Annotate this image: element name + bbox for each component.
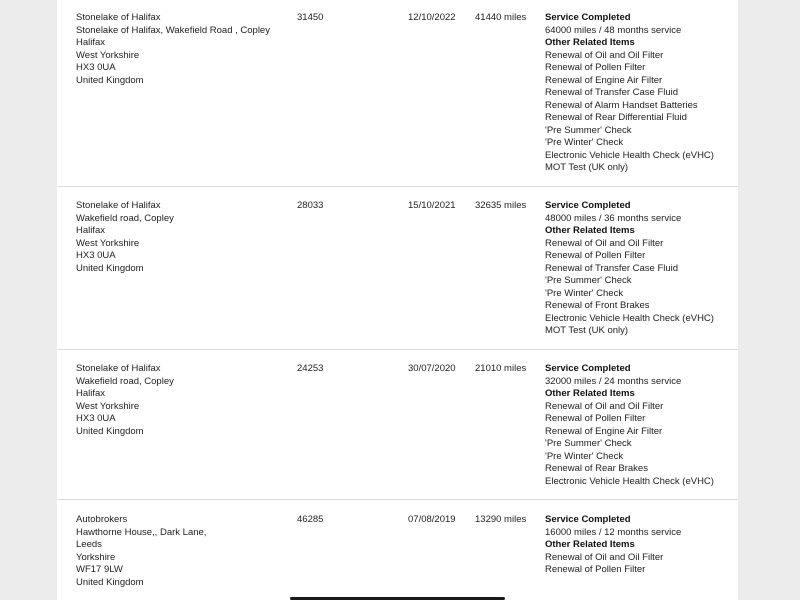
address-line: Halifax [76, 225, 106, 236]
related-item: 'Pre Winter' Check [545, 450, 624, 462]
related-item: Renewal of Transfer Case Fluid [545, 87, 679, 98]
table-row [57, 187, 738, 350]
dealer-address [76, 200, 286, 275]
related-item: Renewal of Pollen Filter [545, 564, 646, 575]
address-line: Stonelake of Halifax [76, 200, 161, 211]
service-history-table [57, 0, 738, 600]
record-number: 24253 [297, 363, 324, 374]
related-item: Renewal of Oil and Oil Filter [545, 400, 664, 412]
record-number: 28033 [297, 200, 324, 211]
address-line: Stonelake of Halifax [76, 363, 161, 374]
related-item: Renewal of Oil and Oil Filter [545, 551, 664, 563]
address-line: Stonelake of Halifax, Wakefield Road , Copley [76, 24, 270, 36]
service-title: Service Completed [545, 363, 631, 374]
related-item: Renewal of Pollen Filter [545, 250, 646, 261]
related-item: MOT Test (UK only) [545, 162, 629, 173]
service-date: 07/08/2019 [408, 514, 456, 525]
mileage: 32635 miles [475, 200, 527, 211]
service-title: Service Completed [545, 200, 631, 211]
related-item: Renewal of Transfer Case Fluid [545, 262, 679, 274]
related-item: 'Pre Summer' Check [545, 275, 632, 286]
related-item: Renewal of Rear Brakes [545, 463, 648, 474]
service-title: Service Completed [545, 514, 631, 525]
address-line: West Yorkshire [76, 49, 140, 61]
dealer-address [76, 363, 286, 438]
service-title: Service Completed [545, 12, 631, 23]
related-item: Renewal of Engine Air Filter [545, 425, 663, 437]
related-item: Electronic Vehicle Health Check (eVHC) [545, 475, 714, 487]
address-line: United Kingdom [76, 576, 144, 588]
related-item: 'Pre Summer' Check [545, 438, 632, 449]
related-item: MOT Test (UK only) [545, 325, 629, 336]
related-items-title: Other Related Items [545, 37, 635, 48]
address-line: WF17 9LW [76, 564, 123, 575]
service-description: 48000 miles / 36 months service [545, 212, 682, 224]
address-line: Halifax [76, 37, 106, 48]
table-row [57, 350, 738, 500]
address-line: HX3 0UA [76, 413, 116, 424]
related-items-title: Other Related Items [545, 388, 635, 399]
record-number: 46285 [297, 514, 324, 525]
related-item: Renewal of Oil and Oil Filter [545, 237, 664, 249]
dealer-address [76, 514, 286, 589]
address-line: United Kingdom [76, 262, 144, 274]
mileage: 13290 miles [475, 514, 527, 525]
related-item: 'Pre Summer' Check [545, 124, 632, 136]
service-description: 16000 miles / 12 months service [545, 526, 682, 538]
address-line: Autobrokers [76, 514, 128, 525]
service-date: 30/07/2020 [408, 363, 456, 374]
service-date: 12/10/2022 [408, 12, 456, 23]
address-line: Wakefield road, Copley [76, 375, 174, 387]
address-line: United Kingdom [76, 74, 144, 86]
related-item: Renewal of Rear Differential Fluid [545, 112, 687, 123]
mileage: 21010 miles [475, 363, 527, 374]
address-line: HX3 0UA [76, 250, 116, 261]
address-line: Halifax [76, 388, 106, 399]
service-date: 15/10/2021 [408, 200, 456, 211]
address-line: Yorkshire [76, 551, 116, 563]
related-items-title: Other Related Items [545, 225, 635, 236]
related-item: Renewal of Front Brakes [545, 300, 650, 311]
service-details [545, 12, 735, 175]
service-details [545, 514, 735, 577]
table-row [57, 500, 738, 600]
address-line: Stonelake of Halifax [76, 12, 161, 23]
related-item: Renewal of Engine Air Filter [545, 74, 663, 86]
address-line: Hawthorne House,, Dark Lane, [76, 526, 207, 538]
service-description: 32000 miles / 24 months service [545, 375, 682, 387]
table-row [57, 0, 738, 187]
address-line: HX3 0UA [76, 62, 116, 73]
service-description: 64000 miles / 48 months service [545, 24, 682, 36]
address-line: United Kingdom [76, 425, 144, 437]
related-item: Electronic Vehicle Health Check (eVHC) [545, 149, 714, 161]
related-item: Electronic Vehicle Health Check (eVHC) [545, 312, 714, 324]
address-line: West Yorkshire [76, 400, 140, 412]
related-item: Renewal of Pollen Filter [545, 62, 646, 73]
related-item: 'Pre Winter' Check [545, 137, 624, 148]
address-line: Leeds [76, 539, 102, 550]
service-details [545, 363, 735, 488]
record-number: 31450 [297, 12, 324, 23]
related-item: Renewal of Alarm Handset Batteries [545, 99, 698, 111]
related-item: Renewal of Oil and Oil Filter [545, 49, 664, 61]
related-items-title: Other Related Items [545, 539, 635, 550]
address-line: Wakefield road, Copley [76, 212, 174, 224]
dealer-address [76, 12, 286, 87]
related-item: Renewal of Pollen Filter [545, 413, 646, 424]
mileage: 41440 miles [475, 12, 527, 23]
address-line: West Yorkshire [76, 237, 140, 249]
related-item: 'Pre Winter' Check [545, 287, 624, 299]
service-details [545, 200, 735, 338]
